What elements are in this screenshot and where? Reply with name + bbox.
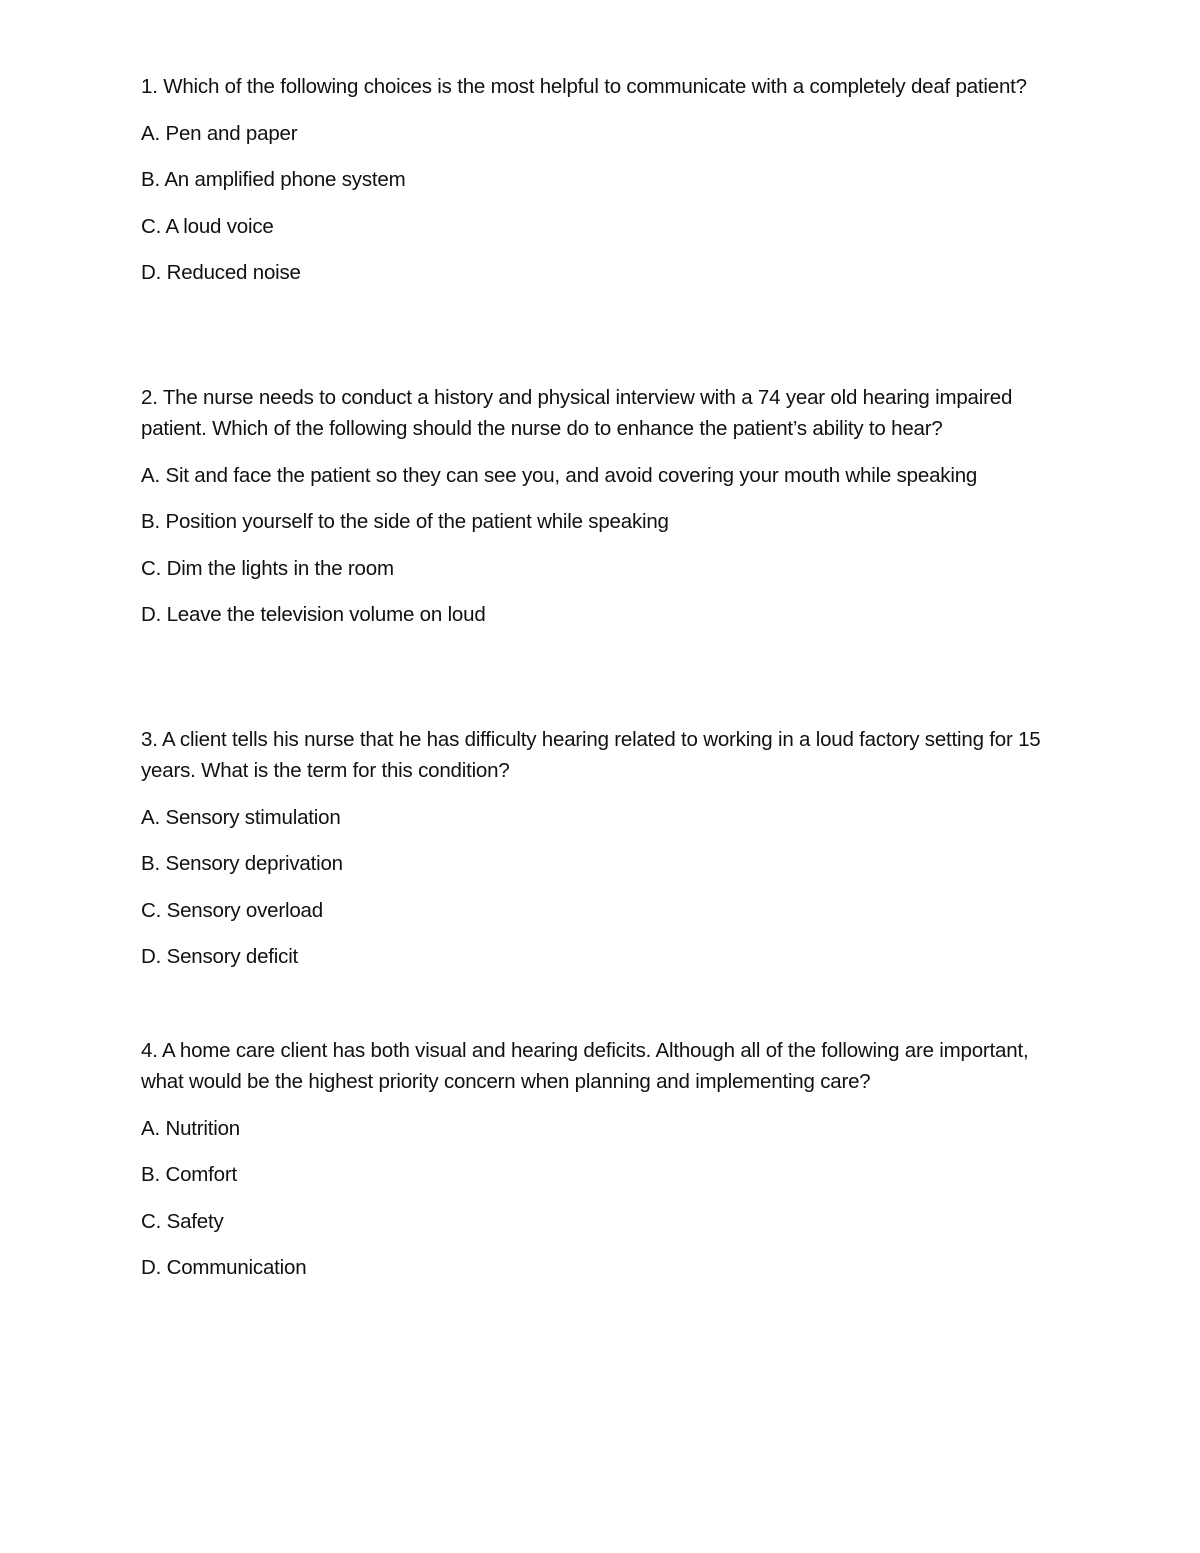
question-2-option-d: D. Leave the television volume on loud bbox=[141, 603, 486, 626]
question-2-text: 2. The nurse needs to conduct a history and physical interview with a 74 year old hearing impaired patient. Which of the following should the nurse do to enhance the patient’s ability to hear? bbox=[141, 386, 1013, 440]
question-2-options bbox=[141, 460, 1071, 631]
question-4 bbox=[141, 1035, 1071, 1283]
question-2 bbox=[141, 382, 1071, 630]
question-3-options bbox=[141, 802, 1071, 973]
question-3-option-a: A. Sensory stimulation bbox=[141, 805, 341, 829]
question-2-option-a: A. Sit and face the patient so they can see you, and avoid covering your mouth while speaking bbox=[141, 463, 978, 487]
question-3-text: 3. A client tells his nurse that he has difficulty hearing related to working in a loud factory setting for 15 years. What is the term for this condition? bbox=[141, 728, 1041, 782]
question-4-option-d: D. Communication bbox=[141, 1256, 307, 1279]
question-1-options bbox=[141, 118, 1071, 289]
question-1-option-b: B. An amplified phone system bbox=[141, 168, 406, 191]
question-3 bbox=[141, 724, 1071, 972]
question-2-option-b: B. Position yourself to the side of the patient while speaking bbox=[141, 510, 669, 533]
question-1-option-a: A. Pen and paper bbox=[141, 121, 298, 145]
question-4-option-a: A. Nutrition bbox=[141, 1116, 240, 1140]
question-4-options bbox=[141, 1113, 1071, 1284]
question-4-text: 4. A home care client has both visual and hearing deficits. Although all of the following are important, what would be the highest priority concern when planning and implementing care? bbox=[141, 1039, 1029, 1093]
question-2-option-c: C. Dim the lights in the room bbox=[141, 556, 394, 580]
question-4-option-b: B. Comfort bbox=[141, 1163, 237, 1186]
question-1-text: 1. Which of the following choices is the most helpful to communicate with a completely deaf patient? bbox=[141, 75, 1027, 98]
question-1 bbox=[141, 71, 1071, 288]
question-1-option-c: C. A loud voice bbox=[141, 214, 274, 238]
question-1-option-d: D. Reduced noise bbox=[141, 261, 301, 284]
question-3-option-b: B. Sensory deprivation bbox=[141, 852, 343, 875]
question-3-option-d: D. Sensory deficit bbox=[141, 945, 299, 968]
question-4-option-c: C. Safety bbox=[141, 1209, 224, 1233]
question-3-option-c: C. Sensory overload bbox=[141, 898, 323, 922]
